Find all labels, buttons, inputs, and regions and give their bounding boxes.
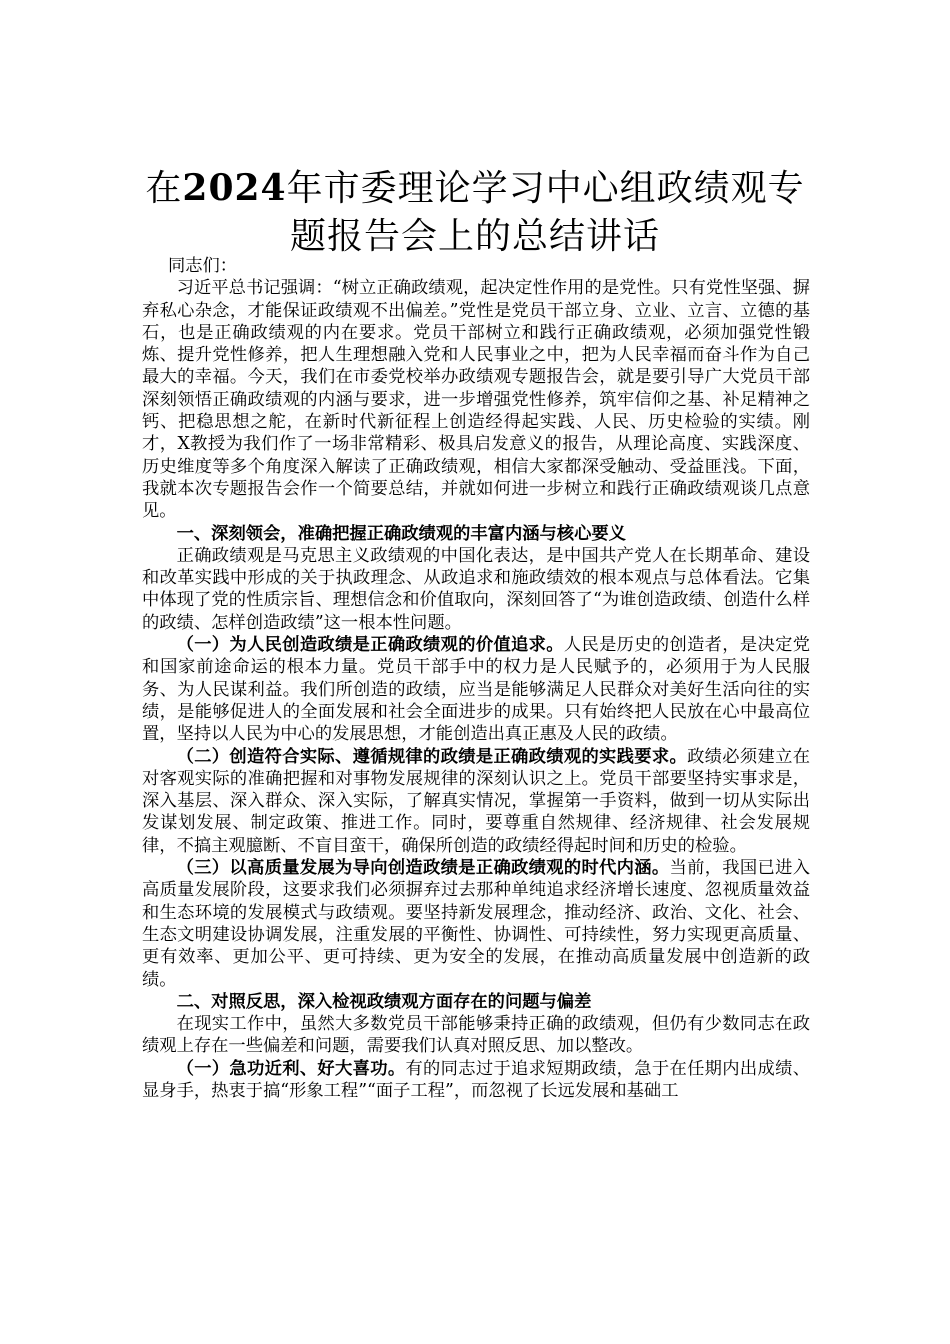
- subsection-lead: （一）为人民创造政绩是正确政绩观的价值追求。: [176, 635, 564, 656]
- document-title: [130, 164, 820, 261]
- subsection-paragraph: [142, 857, 810, 991]
- subsection-paragraph: [142, 1058, 810, 1103]
- subsection-lead: （三）以高质量发展为导向创造政绩是正确政绩观的时代内涵。: [176, 858, 670, 879]
- subsection-text: 当前，我国已进入高质量发展阶段，这要求我们必须摒弃过去那种单纯追求经济增长速度、忽视质量效益和生态环境的发展模式与政绩观。要坚持新发展理念，推动经济、政治、文化、社会、生态文明建设协调发展，注重发展的平衡性、协调性、可持续性，努力实现更高质量、更有效率、更加公平、更可持续、更为安全的发展，在推动高质量发展中创造新的政绩。: [142, 858, 810, 990]
- section-heading: 一、深刻领会，准确把握正确政绩观的丰富内涵与核心要义: [176, 523, 626, 544]
- document-body: [142, 255, 810, 1102]
- subsection-paragraph: [142, 634, 810, 745]
- subsection-text: 人民是历史的创造者，是决定党和国家前途命运的根本力量。党员干部手中的权力是人民赋予的，必须用于为人民服务、为人民谋利益。我们所创造的政绩，应当是能够满足人民群众对美好生活向往的实绩，是能够促进人的全面发展和社会全面进步的成果。只有始终把人民放在心中最高位置，坚持以人民为中心的发展思想，才能创造出真正惠及人民的政绩。: [142, 635, 810, 745]
- greeting: 同志们：: [167, 256, 238, 276]
- body-paragraph: 习近平总书记强调：“树立正确政绩观，起决定性作用的是党性。只有党性坚强、摒弃私心杂念，才能保证政绩观不出偏差。”党性是党员干部立身、立业、立言、立德的基石，也是正确政绩观的内在要求。党员干部树立和践行正确政绩观，必须加强党性锻炼、提升党性修养，把人生理想融入党和人民事业之中，把为人民幸福而奋斗作为自己最大的幸福。今天，我们在市委党校举办政绩观专题报告会，就是要引导广大党员干部深刻领悟正确政绩观的内涵与要求，进一步增强党性修养，筑牢信仰之基、补足精神之钙、把稳思想之舵，在新时代新征程上创造经得起实践、人民、历史检验的实绩。刚才，X教授为我们作了一场非常精彩、极具启发意义的报告，从理论高度、实践深度、历史维度等多个角度深入解读了正确政绩观，相信大家都深受触动、受益匪浅。下面，我就本次专题报告会作一个简要总结，并就如何进一步树立和践行正确政绩观谈几点意见。: [142, 278, 810, 522]
- subsection-paragraph: [142, 746, 810, 857]
- subsection-text: 政绩必须建立在对客观实际的准确把握和对事物发展规律的深刻认识之上。党员干部要坚持实事求是，深入基层、深入群众、深入实际，了解真实情况，掌握第一手资料，做到一切从实际出发谋划发展、制定政策、推进工作。同时，要尊重自然规律、经济规律、社会发展规律，不搞主观臆断、不盲目蛮干，确保所创造的政绩经得起时间和历史的检验。: [142, 746, 810, 856]
- subsection-text: 有的同志过于追求短期政绩，急于在任期内出成绩、显身手，热衷于搞“形象工程”“面子工程”，而忽视了长远发展和基础工: [142, 1058, 810, 1101]
- paragraph-list: [142, 277, 810, 1102]
- title-prefix: 在: [145, 168, 183, 209]
- body-paragraph: 正确政绩观是马克思主义政绩观的中国化表达，是中国共产党人在长期革命、建设和改革实践中形成的关于执政理念、从政追求和施政绩效的根本观点与总体看法。它集中体现了党的性质宗旨、理想信念和价值取向，深刻回答了“为谁创造政绩、创造什么样的政绩、怎样创造政绩”这一根本性问题。: [142, 545, 810, 633]
- subsection-lead: （一）急功近利、好大喜功。: [176, 1058, 406, 1079]
- title-year: 2024: [182, 167, 287, 209]
- body-paragraph: 在现实工作中，虽然大多数党员干部能够秉持正确的政绩观，但仍有少数同志在政绩观上存在一些偏差和问题，需要我们认真对照反思、加以整改。: [142, 1014, 810, 1057]
- section-heading: 二、对照反思，深入检视政绩观方面存在的问题与偏差: [176, 991, 592, 1012]
- title-rest: 年市委理论学习中心组政绩观专题报告会上的总结讲话: [286, 168, 805, 257]
- subsection-lead: （二）创造符合实际、遵循规律的政绩是正确政绩观的实践要求。: [176, 746, 688, 767]
